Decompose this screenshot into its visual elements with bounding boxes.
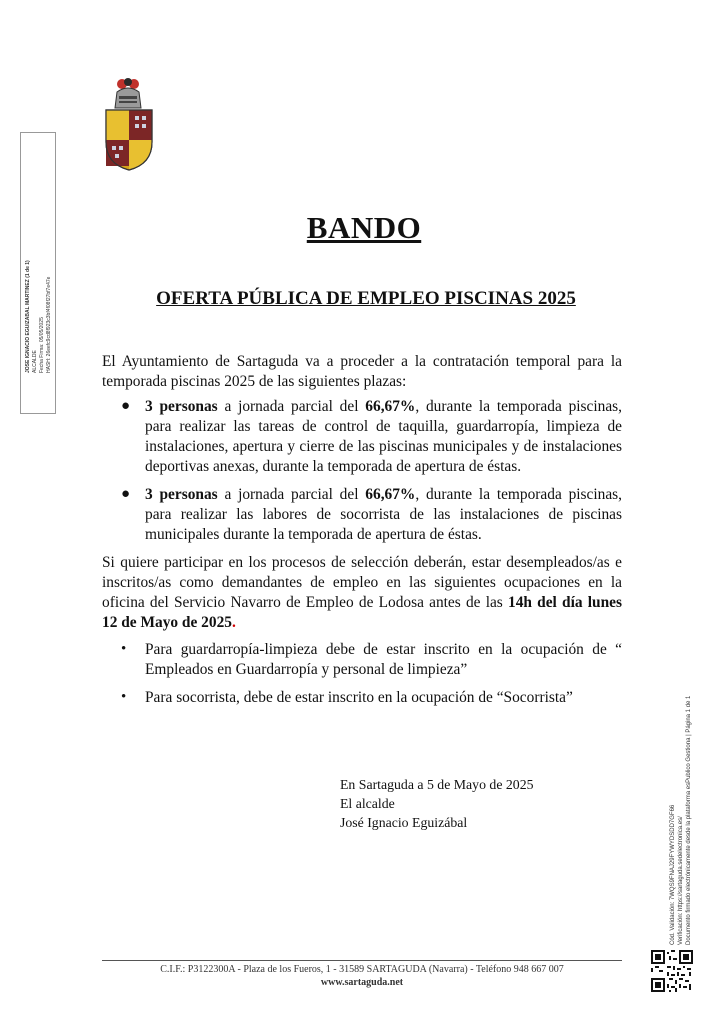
footer-divider (102, 960, 622, 961)
verification-url-link[interactable]: Verificación: https://sartaguda.sedelectronica.es/ (678, 816, 684, 945)
signer-role: El alcalde (340, 796, 395, 811)
bullet-icon: ● (121, 486, 131, 502)
requirements-list (102, 640, 622, 708)
page-title: BANDO (306, 210, 422, 245)
footer (102, 963, 622, 989)
coat-of-arms-icon (100, 78, 158, 174)
footer-website-link[interactable]: www.sartaguda.net (320, 977, 404, 988)
signature-block (340, 775, 534, 832)
position-count: 3 personas (145, 486, 218, 503)
deadline-end: . (231, 614, 236, 631)
position-text: a jornada parcial del (217, 398, 366, 415)
list-item (121, 397, 622, 477)
requirement-text: Para socorrista, debe de estar inscrito en la ocupación de “Socorrista” (145, 689, 573, 706)
footer-address: C.I.F.: P3122300A - Plaza de los Fueros, 1 - 31589 SARTAGUDA (Navarra) - Teléfono 948 667 007 (160, 964, 564, 975)
deadline: 14h del día lunes 12 de Mayo de 2025 (102, 594, 622, 631)
bullet-icon: • (121, 641, 127, 657)
participation-paragraph (102, 553, 622, 633)
signature-name: JOSE IGNACIO EGUIZABAL MARTINEZ (1 de 1) (25, 260, 31, 373)
position-count: 3 personas (145, 398, 218, 415)
verification-strip (668, 640, 704, 950)
position-description: , durante la temporada piscinas, para realizar las labores de socorrista de las instalaciones de piscinas municipales durante la temporada de apertura de éstas. (145, 486, 622, 543)
list-item (121, 688, 622, 708)
position-percent: 66,67% (365, 398, 416, 415)
bullet-icon: • (121, 689, 127, 705)
signature-hash: HASH: 26eefc9cd8f923c3bf4f08f27bf7e47e (46, 276, 52, 373)
validation-code: Cód. Validación: 7WQS9FNAJ29FYWYDSDD7GF66 (670, 804, 676, 945)
list-item (121, 640, 622, 680)
list-item (121, 485, 622, 545)
signature-stamp (20, 132, 56, 414)
position-percent: 66,67% (365, 486, 416, 503)
bullet-icon: ● (121, 398, 131, 414)
participation-text: Si quiere participar en los procesos de selección deberán, estar desempleados/as e inscritos/as como demandantes de empleo en las siguientes ocupaciones en la oficina del Servicio Navarro de Empleo de Lodosa antes de las (102, 554, 622, 611)
qr-code-icon (651, 950, 693, 992)
signature-role: ALCALDE (32, 350, 38, 373)
intro-paragraph: El Ayuntamiento de Sartaguda va a proceder a la contratación temporal para la temporada piscinas 2025 de las siguientes plazas: (102, 353, 622, 390)
position-text: a jornada parcial del (217, 486, 366, 503)
positions-list (102, 397, 622, 545)
page-subtitle: OFERTA PÚBLICA DE EMPLEO PISCINAS 2025 (156, 288, 576, 309)
signature-date: Fecha Firma: 05/05/2025 (39, 317, 45, 373)
document-body (102, 352, 622, 716)
place-date: En Sartaguda a 5 de Mayo de 2025 (340, 777, 534, 792)
verification-note: Documento firmado electrónicamente desde la plataforma esPublico Gestiona | Página 1 de 1 (686, 695, 692, 945)
requirement-text: Para guardarropía-limpieza debe de estar inscrito en la ocupación de “ Empleados en Guardarropía y personal de limpieza” (145, 641, 622, 678)
position-description: , durante la temporada piscinas, para realizar las tareas de control de taquilla, guardarropía, limpieza de instalaciones, apertura y cierre de las piscinas municipales y de instalaciones deportivas anexas, durante la temporada de apertura de éstas. (145, 398, 622, 475)
signer-name: José Ignacio Eguizábal (340, 815, 468, 830)
